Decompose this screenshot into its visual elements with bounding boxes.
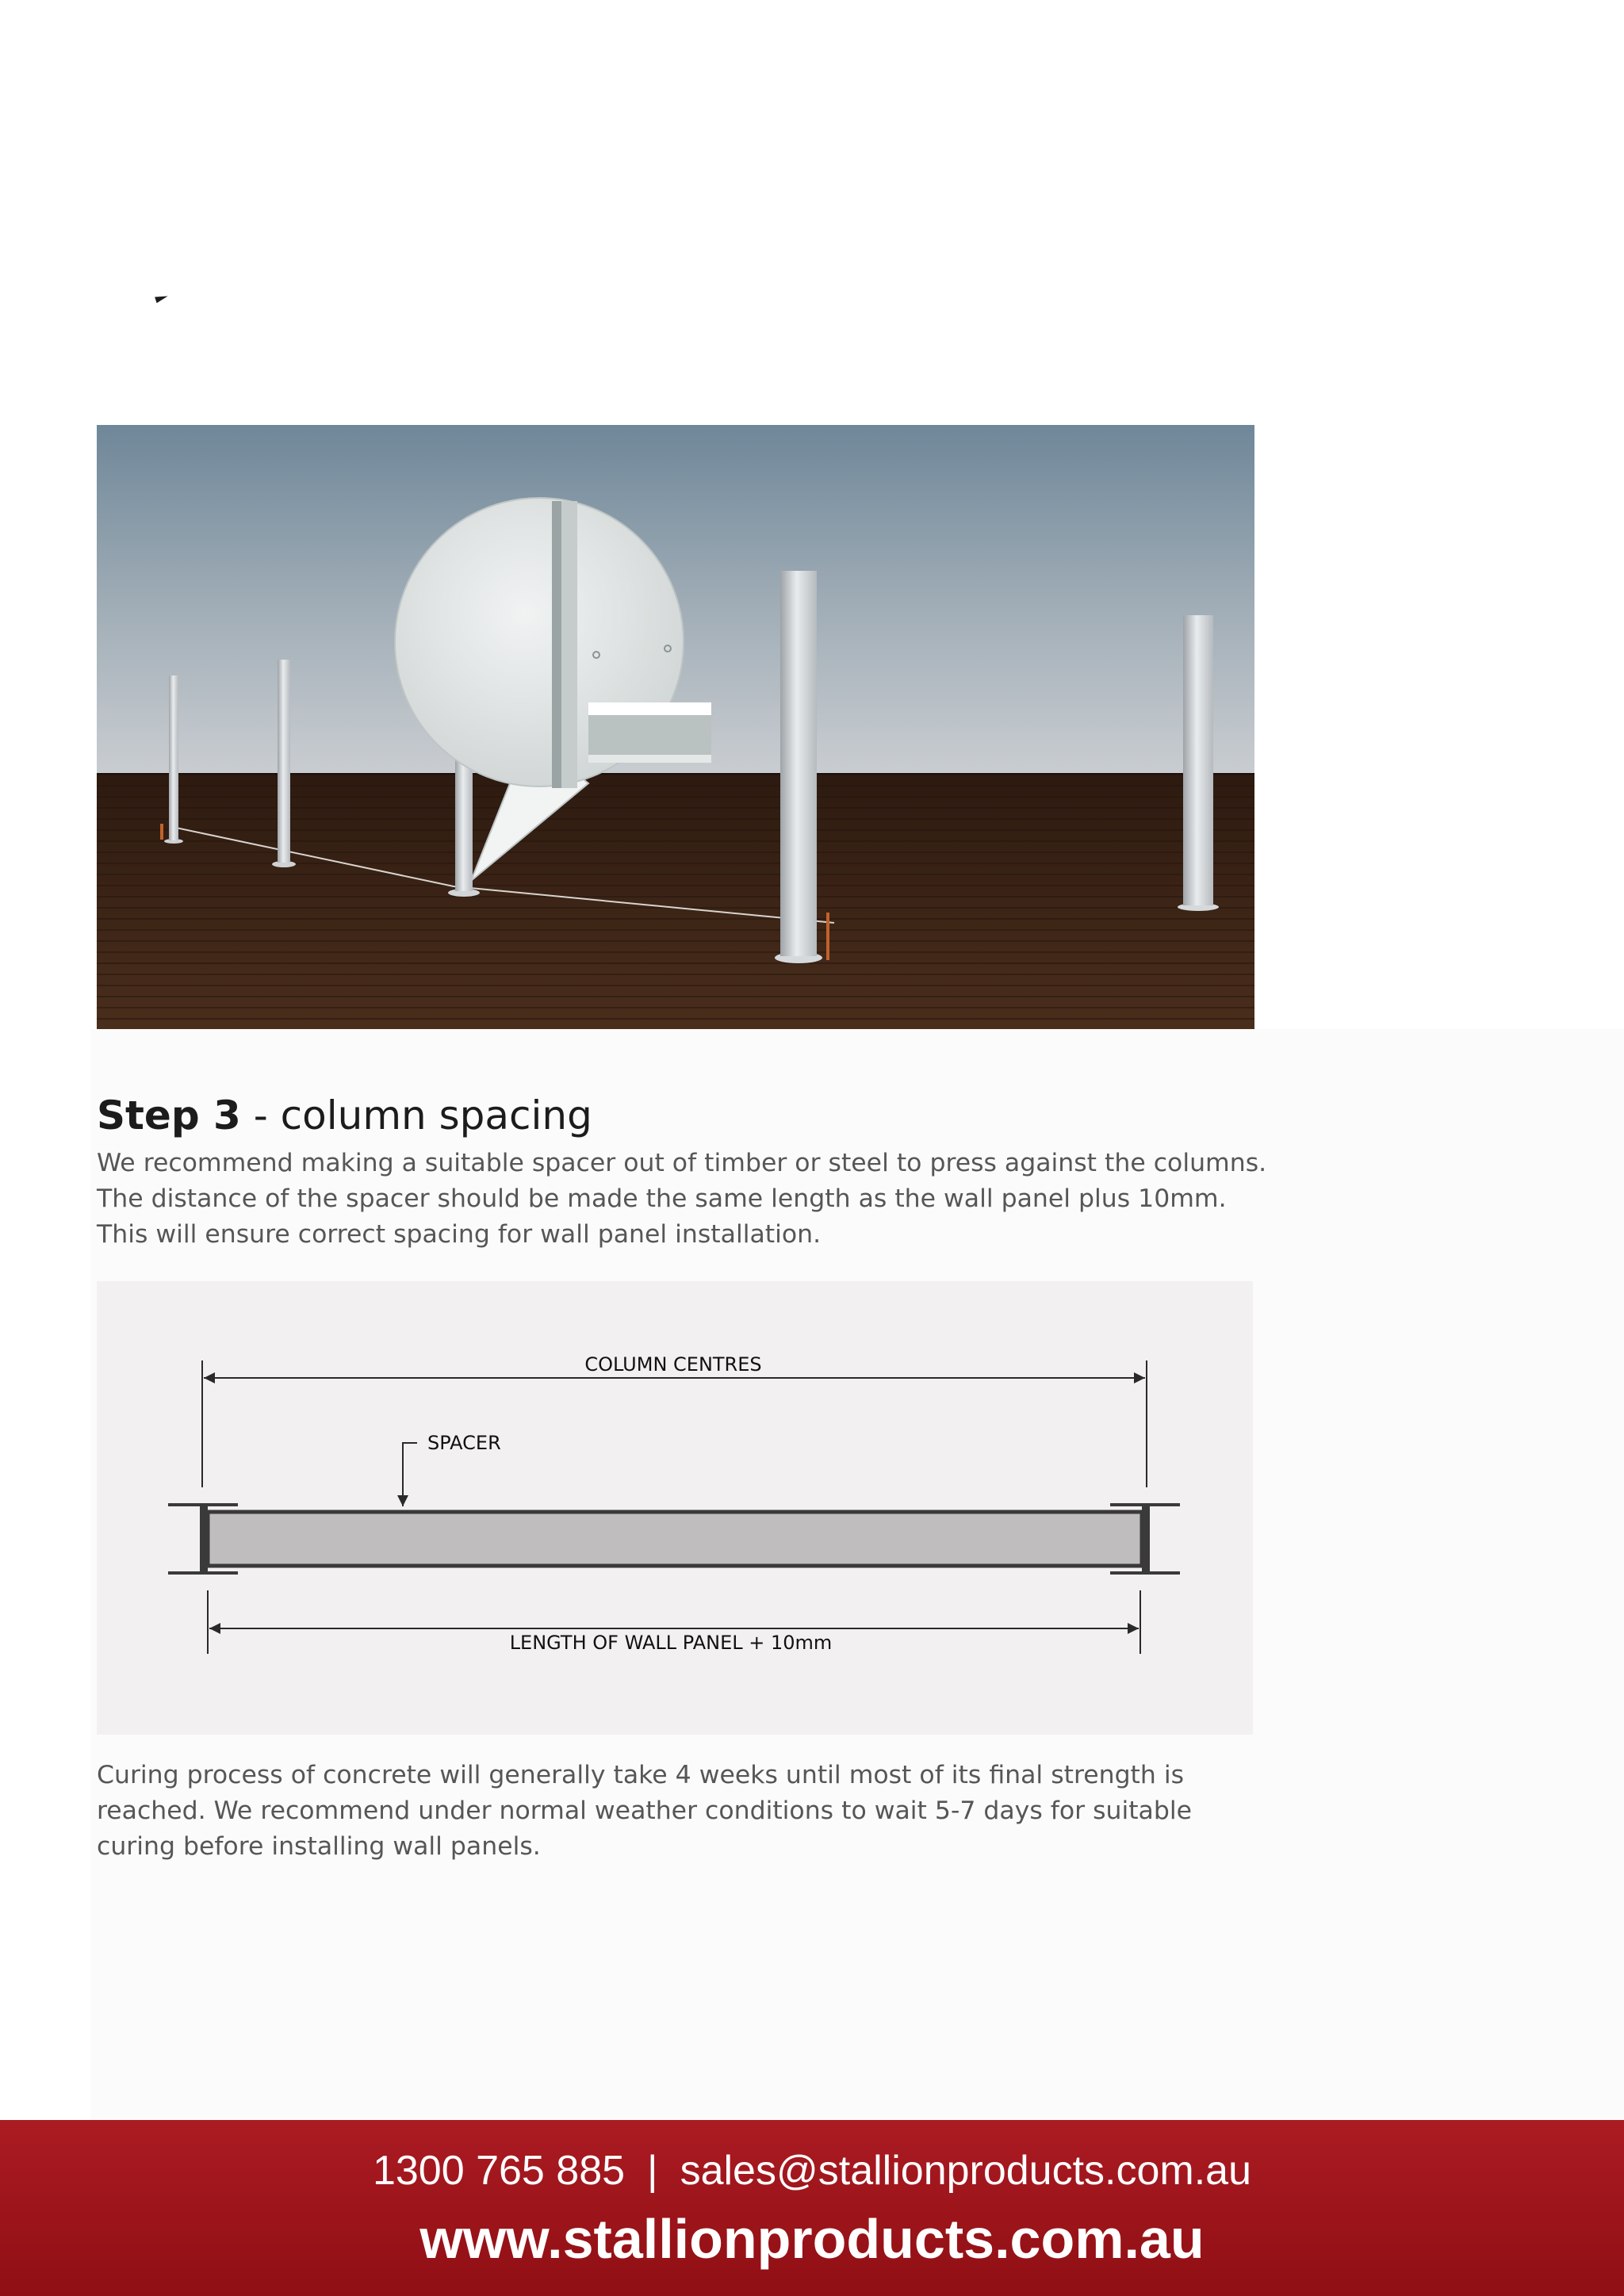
step-heading xyxy=(97,1094,592,1138)
paragraph-line: reached. We recommend under normal weather conditions to wait 5-7 days for suitable xyxy=(97,1797,1192,1825)
column-installation-render xyxy=(97,425,1254,1029)
spacer-diagram xyxy=(97,1281,1253,1735)
website-link[interactable]: www.stallionproducts.com.au xyxy=(419,2208,1205,2270)
panel-length-label: LENGTH OF WALL PANEL + 10mm xyxy=(509,1632,833,1654)
email-link[interactable]: sales@stallionproducts.com.au xyxy=(680,2148,1252,2194)
step-number: Step 3 xyxy=(97,1093,241,1138)
spacer-bar xyxy=(208,1512,1142,1566)
contact-line xyxy=(0,2147,1624,2195)
phone-number[interactable]: 1300 765 885 xyxy=(372,2148,626,2194)
paragraph-line: This will ensure correct spacing for wall panel installation. xyxy=(97,1220,822,1249)
paragraph-line: curing before installing wall panels. xyxy=(97,1832,541,1861)
column-4 xyxy=(775,571,822,963)
paragraph-line: We recommend making a suitable spacer out of timber or steel to press against the columns. xyxy=(97,1149,1267,1177)
intro-paragraph xyxy=(97,1146,1266,1253)
column-centres-label: COLUMN CENTRES xyxy=(584,1353,762,1376)
contact-divider: | xyxy=(647,2148,658,2194)
curing-paragraph xyxy=(97,1758,1192,1865)
spacer-label: SPACER xyxy=(427,1432,501,1454)
heading-separator: - xyxy=(240,1093,281,1138)
column-5 xyxy=(1178,615,1219,911)
paragraph-line: Curing process of concrete will generally take 4 weeks until most of its final strength is xyxy=(97,1761,1185,1789)
step-title: column spacing xyxy=(280,1093,592,1138)
paragraph-line: The distance of the spacer should be made the same length as the wall panel plus 10mm. xyxy=(97,1184,1227,1213)
contact-footer xyxy=(0,2120,1624,2296)
stray-mark xyxy=(155,293,169,304)
